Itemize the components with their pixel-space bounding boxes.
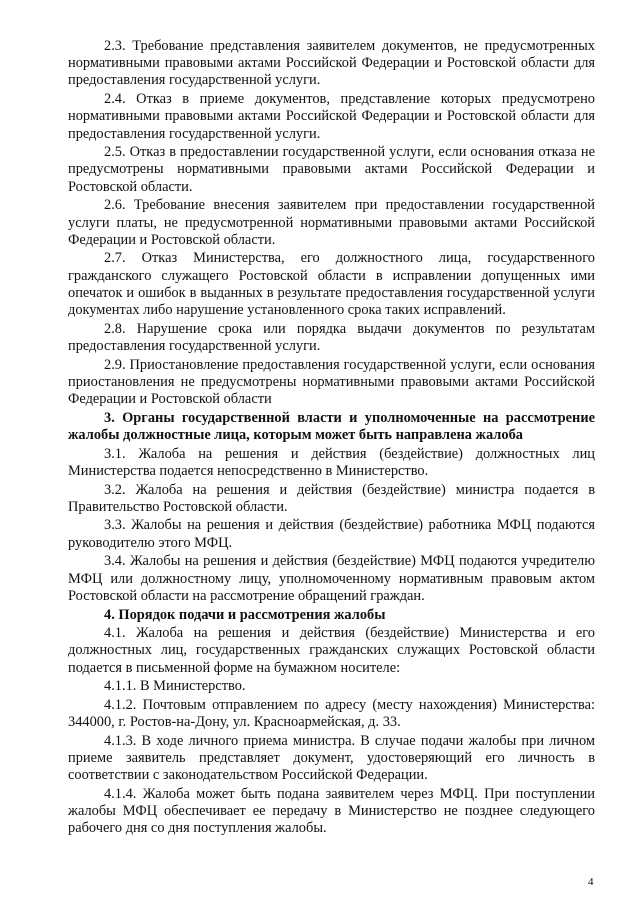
paragraph-2-6: 2.6. Требование внесения заявителем при предоставлении государственной услуги платы, не предусмотренной нормативными правовыми актами Российской Федерации и Ростовской области. xyxy=(68,197,595,248)
paragraph-2-4: 2.4. Отказ в приеме документов, представление которых предусмотрено нормативными правовыми актами Российской Федерации и Ростовской области для предоставления государственной услуги. xyxy=(68,91,595,142)
paragraph-2-7: 2.7. Отказ Министерства, его должностного лица, государственного гражданского служащего Ростовской области в исправлении допущенных ими опечаток и ошибок в выданных в результате предоставления государственной услуги документах либо нарушение установленного срока таких исправлений. xyxy=(68,250,595,319)
paragraph-4-1-2: 4.1.2. Почтовым отправлением по адресу (месту нахождения) Министерства: 344000, г. Ростов-на-Дону, ул. Красноармейская, д. 33. xyxy=(68,697,595,731)
page-number: 4 xyxy=(588,876,594,888)
paragraph-3-3: 3.3. Жалобы на решения и действия (бездействие) работника МФЦ подаются руководителю этого МФЦ. xyxy=(68,517,595,551)
paragraph-4-1-1: 4.1.1. В Министерство. xyxy=(104,678,246,695)
paragraph-4-1: 4.1. Жалоба на решения и действия (бездействие) Министерства и его должностных лиц, государственных гражданских служащих Ростовской области подается в письменной форме на бумажном носителе: xyxy=(68,625,595,676)
paragraph-2-9: 2.9. Приостановление предоставления государственной услуги, если основания приостановления не предусмотрены нормативными правовыми актами Российской Федерации и Ростовской области xyxy=(68,356,595,408)
paragraph-3-2: 3.2. Жалоба на решения и действия (бездействие) министра подается в Правительство Ростовской области. xyxy=(68,481,595,515)
paragraph-3-1: 3.1. Жалоба на решения и действия (бездействие) должностных лиц Министерства подается непосредственно в Министерство. xyxy=(68,445,595,479)
section-4-heading: 4. Порядок подачи и рассмотрения жалобы xyxy=(104,606,386,623)
paragraph-3-4: 3.4. Жалобы на решения и действия (бездействие) МФЦ подаются учредителю МФЦ или должностному лицу, уполномоченному нормативным правовым актом Ростовской области на рассмотрение обращений граждан. xyxy=(68,553,595,604)
paragraph-2-5: 2.5. Отказ в предоставлении государственной услуги, если основания отказа не предусмотрены нормативными правовыми актами Российской Федерации и Ростовской области. xyxy=(68,144,595,195)
section-3-heading: 3. Органы государственной власти и уполномоченные на рассмотрение жалобы должностные лица, которым может быть направлена жалоба xyxy=(68,409,595,443)
paragraph-2-3: 2.3. Требование представления заявителем документов, не предусмотренных нормативными правовыми актами Российской Федерации и Ростовской области для предоставления государственной услуги. xyxy=(68,38,595,89)
paragraph-4-1-4: 4.1.4. Жалоба может быть подана заявителем через МФЦ. При поступлении жалобы МФЦ обеспечивает ее передачу в Министерство не позднее следующего рабочего дня со дня поступления жалобы. xyxy=(68,786,595,837)
paragraph-2-8: 2.8. Нарушение срока или порядка выдачи документов по результатам предоставления государственной услуги. xyxy=(68,320,595,354)
paragraph-4-1-3: 4.1.3. В ходе личного приема министра. В случае подачи жалобы при личном приеме заявитель представляет документ, удостоверяющий его личность в соответствии с законодательством Российской Федерации. xyxy=(68,732,595,784)
document-body xyxy=(68,38,595,838)
